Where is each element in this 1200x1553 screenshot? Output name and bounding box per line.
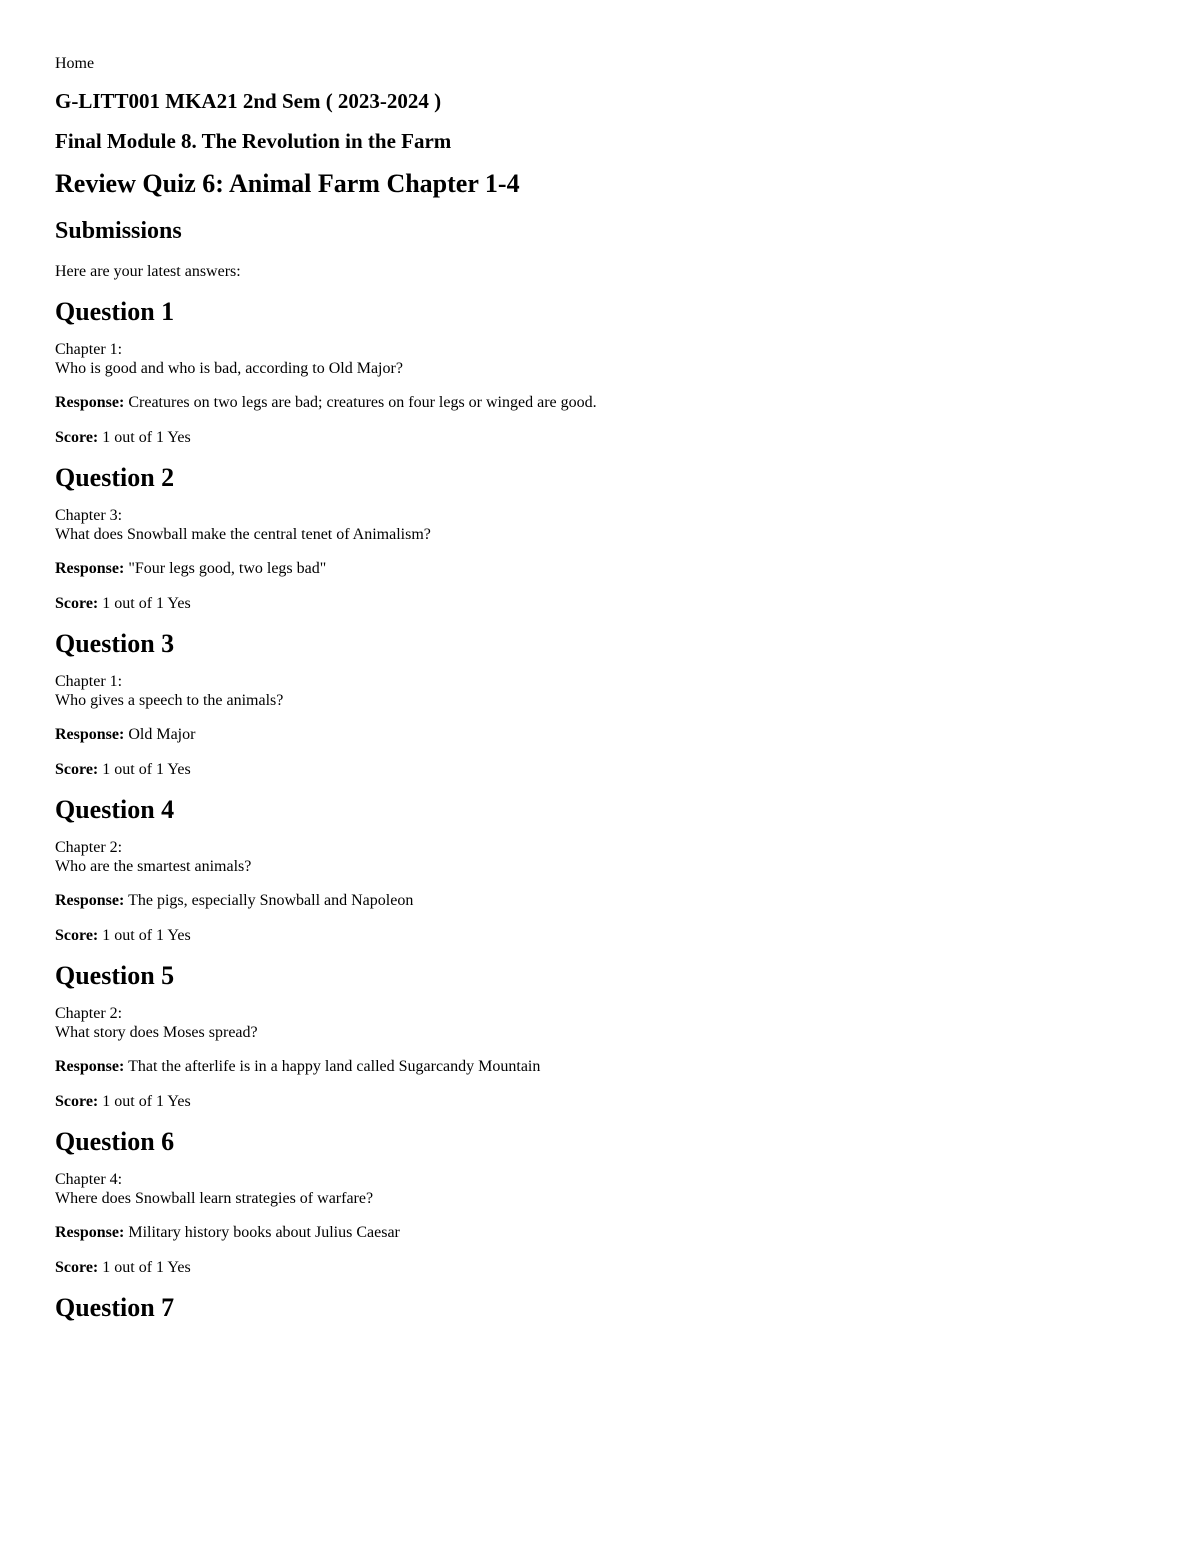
response-value: The pigs, especially Snowball and Napoleon	[128, 892, 414, 909]
score-label: Score:	[55, 761, 99, 778]
question-item	[55, 1126, 1155, 1278]
question-chapter: Chapter 3:	[55, 507, 123, 524]
question-response	[55, 725, 1155, 745]
question-text: Who is good and who is bad, according to Old Major?	[55, 360, 403, 377]
score-value: 1 out of 1 Yes	[102, 1093, 191, 1110]
response-value: Creatures on two legs are bad; creatures on four legs or winged are good.	[128, 394, 597, 411]
question-heading: Question 5	[55, 961, 175, 990]
question-text: Where does Snowball learn strategies of warfare?	[55, 1190, 374, 1207]
quiz-title: Review Quiz 6: Animal Farm Chapter 1-4	[55, 169, 520, 198]
question-score	[55, 594, 1155, 614]
question-heading: Question 2	[55, 463, 175, 492]
question-text: Who gives a speech to the animals?	[55, 692, 284, 709]
question-prompt	[55, 672, 1155, 710]
score-value: 1 out of 1 Yes	[102, 927, 191, 944]
module-title[interactable]: Final Module 8. The Revolution in the Farm	[55, 129, 452, 153]
question-score	[55, 428, 1155, 448]
question-prompt	[55, 838, 1155, 876]
question-text: Who are the smartest animals?	[55, 858, 252, 875]
response-value: That the afterlife is in a happy land called Sugarcandy Mountain	[128, 1058, 541, 1075]
submissions-intro: Here are your latest answers:	[55, 263, 241, 280]
question-response	[55, 891, 1155, 911]
response-value: Old Major	[128, 726, 196, 743]
question-heading: Question 1	[55, 297, 175, 326]
response-label: Response:	[55, 560, 125, 577]
submissions-heading: Submissions	[55, 218, 182, 244]
score-label: Score:	[55, 927, 99, 944]
question-chapter: Chapter 1:	[55, 341, 123, 358]
response-label: Response:	[55, 1224, 125, 1241]
question-score	[55, 760, 1155, 780]
response-label: Response:	[55, 726, 125, 743]
question-prompt	[55, 340, 1155, 378]
question-item	[55, 1292, 1155, 1324]
question-response	[55, 1223, 1155, 1243]
question-chapter: Chapter 2:	[55, 839, 123, 856]
question-item	[55, 960, 1155, 1112]
response-value: "Four legs good, two legs bad"	[128, 560, 327, 577]
question-item	[55, 296, 1155, 448]
question-response	[55, 393, 1155, 413]
question-score	[55, 926, 1155, 946]
question-text: What story does Moses spread?	[55, 1024, 258, 1041]
score-label: Score:	[55, 595, 99, 612]
score-label: Score:	[55, 429, 99, 446]
score-value: 1 out of 1 Yes	[102, 595, 191, 612]
score-label: Score:	[55, 1093, 99, 1110]
question-prompt	[55, 1004, 1155, 1042]
question-heading: Question 7	[55, 1293, 175, 1322]
breadcrumb-home-link[interactable]: Home	[55, 55, 95, 72]
question-text: What does Snowball make the central tenet of Animalism?	[55, 526, 431, 543]
question-item	[55, 462, 1155, 614]
question-prompt	[55, 1170, 1155, 1208]
question-item	[55, 628, 1155, 780]
question-item	[55, 794, 1155, 946]
response-label: Response:	[55, 892, 125, 909]
question-chapter: Chapter 1:	[55, 673, 123, 690]
score-label: Score:	[55, 1259, 99, 1276]
question-heading: Question 4	[55, 795, 175, 824]
question-chapter: Chapter 4:	[55, 1171, 123, 1188]
score-value: 1 out of 1 Yes	[102, 429, 191, 446]
question-heading: Question 3	[55, 629, 175, 658]
course-title[interactable]: G-LITT001 MKA21 2nd Sem ( 2023-2024 )	[55, 89, 442, 113]
question-score	[55, 1258, 1155, 1278]
question-prompt	[55, 506, 1155, 544]
response-label: Response:	[55, 1058, 125, 1075]
question-chapter: Chapter 2:	[55, 1005, 123, 1022]
response-label: Response:	[55, 394, 125, 411]
question-response	[55, 559, 1155, 579]
question-heading: Question 6	[55, 1127, 175, 1156]
response-value: Military history books about Julius Caesar	[128, 1224, 400, 1241]
score-value: 1 out of 1 Yes	[102, 761, 191, 778]
question-response	[55, 1057, 1155, 1077]
question-score	[55, 1092, 1155, 1112]
score-value: 1 out of 1 Yes	[102, 1259, 191, 1276]
